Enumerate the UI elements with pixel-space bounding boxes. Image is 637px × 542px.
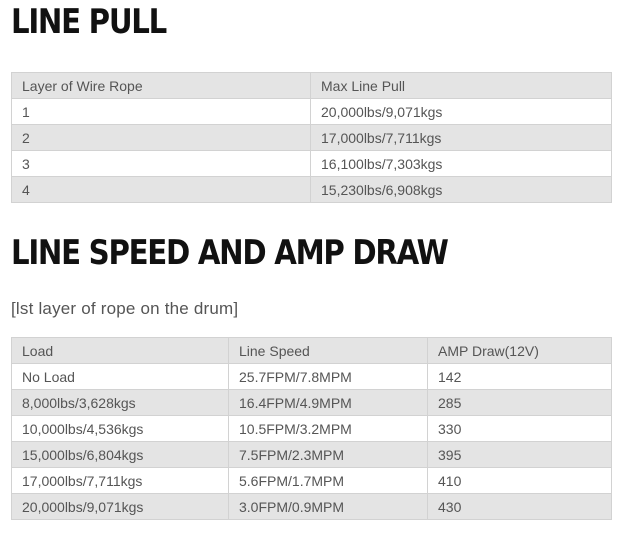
table-row — [12, 416, 612, 442]
load-cell: 8,000lbs/3,628kgs — [12, 390, 229, 416]
load-cell: 20,000lbs/9,071kgs — [12, 494, 229, 520]
max-line-pull-cell: 16,100lbs/7,303kgs — [311, 151, 612, 177]
amp-draw-cell: 395 — [428, 442, 612, 468]
table-row — [12, 99, 612, 125]
load-cell: 10,000lbs/4,536kgs — [12, 416, 229, 442]
table-row — [12, 390, 612, 416]
load-cell: 17,000lbs/7,711kgs — [12, 468, 229, 494]
line-speed-heading: LINE SPEED AND AMP DRAW — [11, 233, 448, 273]
line-pull-heading: LINE PULL — [11, 2, 166, 42]
column-header-line-speed: Line Speed — [229, 338, 428, 364]
line-speed-cell: 16.4FPM/4.9MPM — [229, 390, 428, 416]
drum-layer-note: [lst layer of rope on the drum] — [11, 299, 239, 318]
max-line-pull-cell: 15,230lbs/6,908kgs — [311, 177, 612, 203]
table-row — [12, 468, 612, 494]
table-row — [12, 125, 612, 151]
line-speed-cell: 10.5FPM/3.2MPM — [229, 416, 428, 442]
max-line-pull-cell: 20,000lbs/9,071kgs — [311, 99, 612, 125]
table-row — [12, 364, 612, 390]
amp-draw-cell: 285 — [428, 390, 612, 416]
table-row — [12, 177, 612, 203]
line-speed-cell: 5.6FPM/1.7MPM — [229, 468, 428, 494]
layer-cell: 1 — [12, 99, 311, 125]
amp-draw-cell: 142 — [428, 364, 612, 390]
max-line-pull-cell: 17,000lbs/7,711kgs — [311, 125, 612, 151]
line-speed-cell: 7.5FPM/2.3MPM — [229, 442, 428, 468]
line-speed-cell: 25.7FPM/7.8MPM — [229, 364, 428, 390]
column-header-max-line-pull: Max Line Pull — [311, 73, 612, 99]
load-cell: 15,000lbs/6,804kgs — [12, 442, 229, 468]
amp-draw-cell: 410 — [428, 468, 612, 494]
table-row — [12, 151, 612, 177]
table-header-row — [12, 338, 612, 364]
line-speed-cell: 3.0FPM/0.9MPM — [229, 494, 428, 520]
line-speed-table — [11, 337, 612, 520]
table-header-row — [12, 73, 612, 99]
layer-cell: 3 — [12, 151, 311, 177]
amp-draw-cell: 330 — [428, 416, 612, 442]
column-header-load: Load — [12, 338, 229, 364]
load-cell: No Load — [12, 364, 229, 390]
amp-draw-cell: 430 — [428, 494, 612, 520]
table-row — [12, 494, 612, 520]
line-pull-table — [11, 72, 612, 203]
layer-cell: 2 — [12, 125, 311, 151]
column-header-layer: Layer of Wire Rope — [12, 73, 311, 99]
layer-cell: 4 — [12, 177, 311, 203]
table-row — [12, 442, 612, 468]
column-header-amp-draw: AMP Draw(12V) — [428, 338, 612, 364]
